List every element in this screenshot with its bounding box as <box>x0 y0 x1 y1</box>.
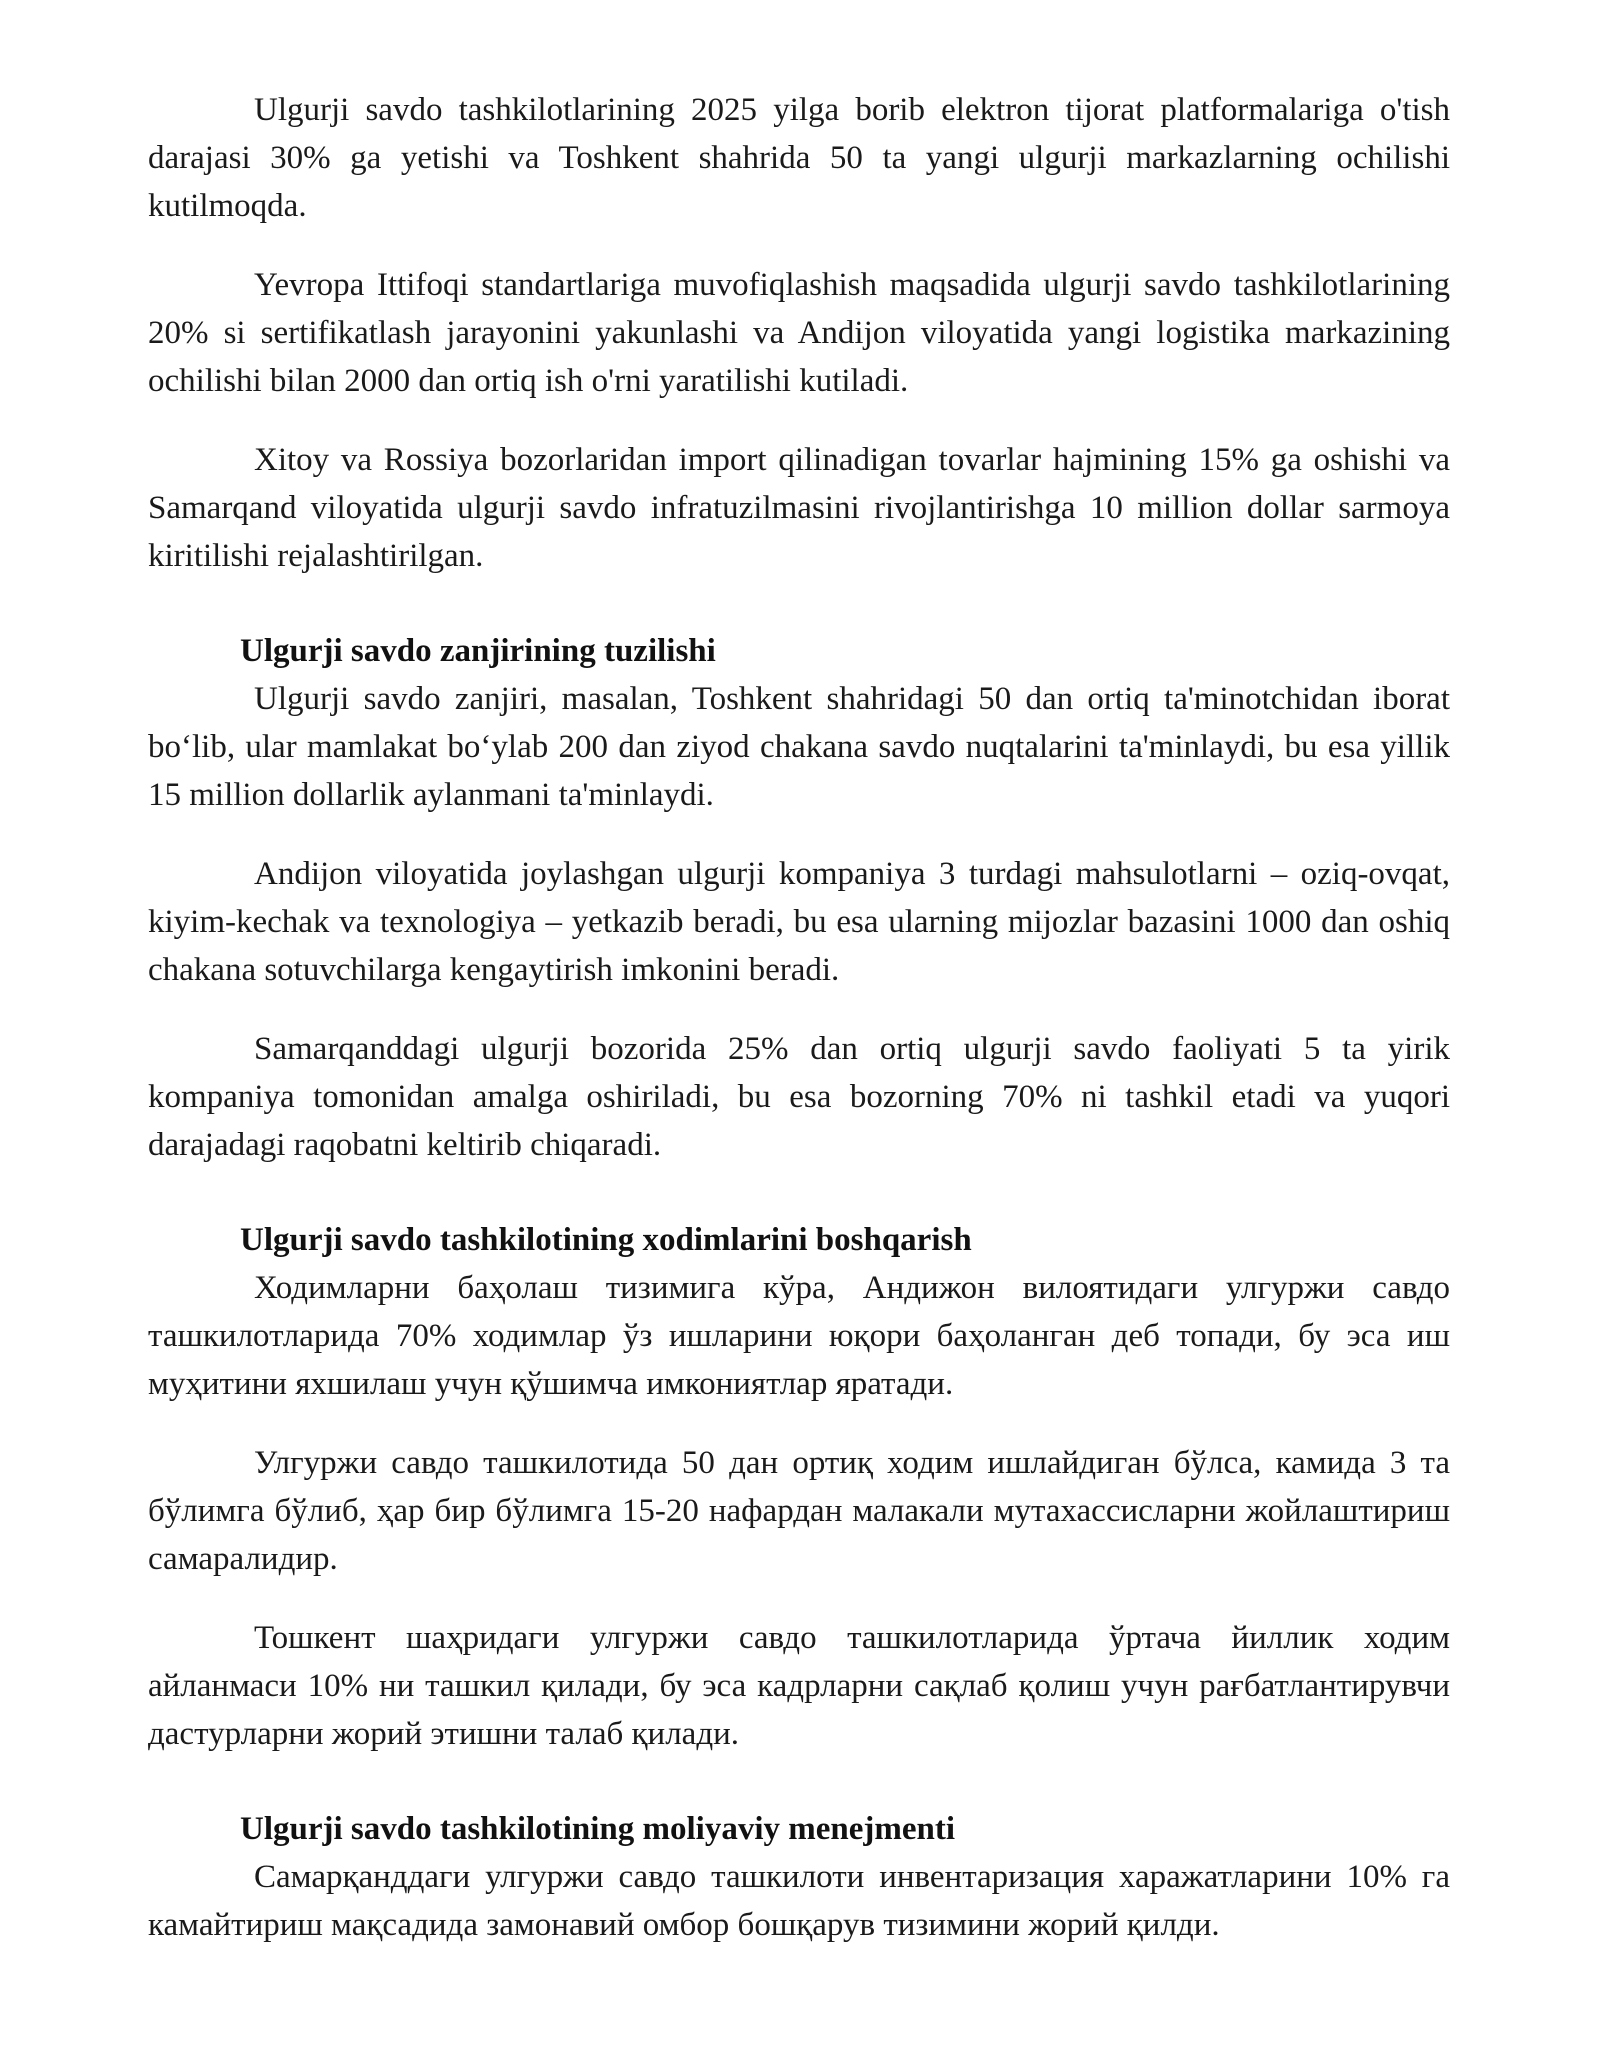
document-body <box>148 86 1450 1980</box>
paragraph: Самарқанддаги улгуржи савдо ташкилоти инвентаризация харажатларини 10% га камайтириш мақсадида замонавий омбор бошқарув тизимини жорий қилди. <box>148 1859 1450 1943</box>
section-heading: Ulgurji savdo zanjirining tuzilishi <box>240 633 716 669</box>
paragraph: Andijon viloyatida joylashgan ulgurji kompaniya 3 turdagi mahsulotlarni – oziq-ovqat, kiyim-kechak va texnologiya – yetkazib beradi, bu esa ularning mijozlar bazasini 1000 dan oshiq chakana sotuvchilarga kengaytirish imkonini beradi. <box>148 856 1450 988</box>
paragraph: Ulgurji savdo zanjiri, masalan, Toshkent shahridagi 50 dan ortiq ta'minotchidan iborat boʻlib, ular mamlakat boʻylab 200 dan ziyod chakana savdo nuqtalarini ta'minlaydi, bu esa yillik 15 million dollarlik aylanmani ta'minlaydi. <box>148 681 1450 813</box>
paragraph: Samarqanddagi ulgurji bozorida 25% dan ortiq ulgurji savdo faoliyati 5 ta yirik kompaniya tomonidan amalga oshiriladi, bu esa bozorning 70% ni tashkil etadi va yuqori darajadagi raqobatni keltirib chiqaradi. <box>148 1031 1450 1163</box>
paragraph: Тошкент шаҳридаги улгуржи савдо ташкилотларида ўртача йиллик ходим айланмаси 10% ни ташкил қилади, бу эса кадрларни сақлаб қолиш учун рағбатлантирувчи дастурларни жорий этишни талаб қилади. <box>148 1620 1450 1752</box>
section-heading: Ulgurji savdo tashkilotining moliyaviy menejmenti <box>240 1811 956 1847</box>
paragraph: Улгуржи савдо ташкилотида 50 дан ортиқ ходим ишлайдиган бўлса, камида 3 та бўлимга бўлиб, ҳар бир бўлимга 15-20 нафардан малакали мутахассисларни жойлаштириш самаралидир. <box>148 1445 1450 1577</box>
paragraph: Yevropa Ittifoqi standartlariga muvofiqlashish maqsadida ulgurji savdo tashkilotlarining 20% si sertifikatlash jarayonini yakunlashi va Andijon viloyatida yangi logistika markazining ochilishi bilan 2000 dan ortiq ish o'rni yaratilishi kutiladi. <box>148 267 1450 399</box>
section-heading: Ulgurji savdo tashkilotining xodimlarini boshqarish <box>240 1222 972 1258</box>
paragraph: Ходимларни баҳолаш тизимига кўра, Андижон вилоятидаги улгуржи савдо ташкилотларида 70% ходимлар ўз ишларини юқори баҳоланган деб топади, бу эса иш муҳитини яхшилаш учун қўшимча имкониятлар яратади. <box>148 1270 1450 1402</box>
paragraph: Xitoy va Rossiya bozorlaridan import qilinadigan tovarlar hajmining 15% ga oshishi va Samarqand viloyatida ulgurji savdo infratuzilmasini rivojlantirishga 10 million dollar sarmoya kiritilishi rejalashtirilgan. <box>148 442 1450 574</box>
paragraph: Ulgurji savdo tashkilotlarining 2025 yilga borib elektron tijorat platformalariga o'tish darajasi 30% ga yetishi va Toshkent shahrida 50 ta yangi ulgurji markazlarning ochilishi kutilmoqda. <box>148 92 1450 224</box>
